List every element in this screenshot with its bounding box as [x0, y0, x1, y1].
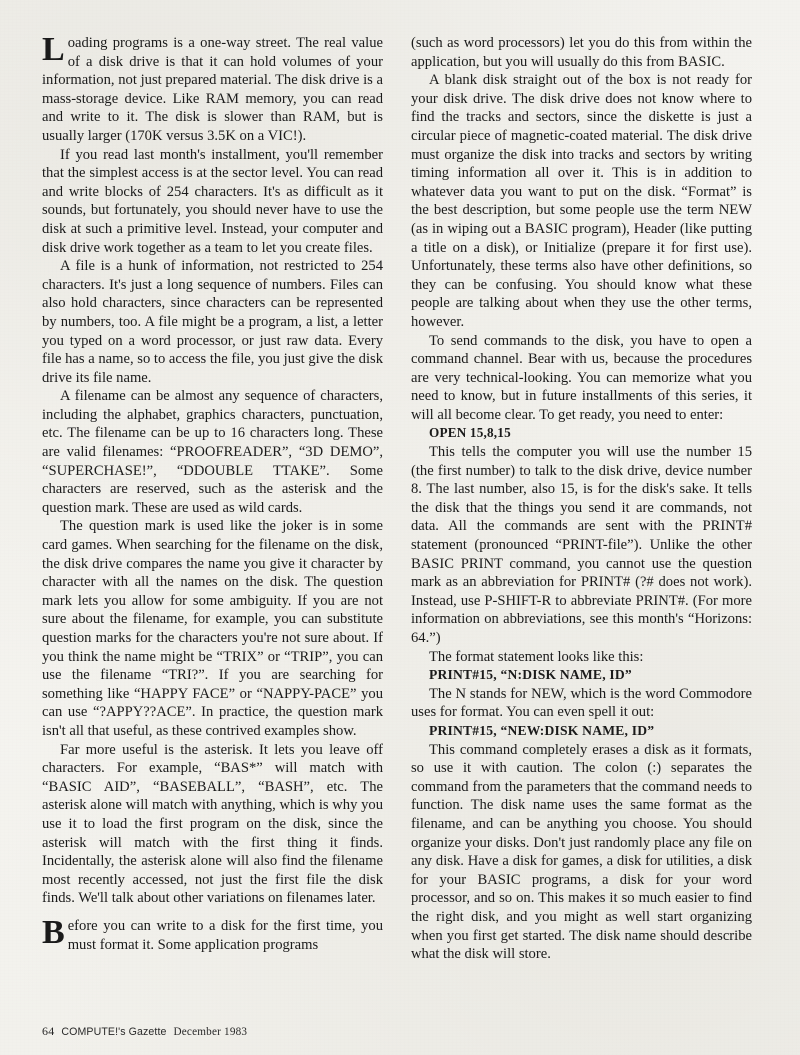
page-footer	[42, 1024, 247, 1039]
code-line-new: PRINT#15, “NEW:DISK NAME, ID”	[429, 722, 655, 738]
drop-cap-b: B	[42, 913, 65, 951]
paragraph: This tells the computer you will use the number 15 (the first number) to talk to the disk drive, device number 8. The last number, also 15, is for the disk's sake. It tells the disk that the things you send it are commands, not data. All the commands are sent with the PRINT# statement (pronounced “PRINT-file”). Unlike the other BASIC PRINT command, you cannot use the question mark as an abbreviation for PRINT# (?# does not work). Instead, use P-SHIFT-R to abbreviate PRINT#. (For more information on abbreviations, see this month's “Horizons: 64.”)	[411, 444, 752, 646]
article-columns	[42, 31, 760, 989]
left-column	[42, 31, 383, 989]
paragraph: Far more useful is the asterisk. It lets you leave off characters. For example, “BAS*” will match with “BASIC AID”, “BASEBALL”, “BASH”, etc. The asterisk alone will match with anything, which is why you use it to load the first program on the disk, since the asterisk will match with the first thing it finds. Incidentally, the asterisk alone will also find the filename most recently accessed, not just the first file the disk finds. We'll talk about other variations on filenames later.	[42, 741, 383, 907]
drop-cap-l: L	[42, 31, 65, 68]
paragraph-text: oading programs is a one-way street. The real value of a disk drive is that it can hold volumes of your information, not just prepared material. The disk drive is a mass-storage device. Like RAM memory, you can read and write to it. The disk is slower than RAM, but is usually larger (170K versus 3.5K on a VIC!).	[42, 35, 383, 144]
masthead-title: COMPUTE!'s Gazette	[61, 1026, 167, 1038]
paragraph: A file is a hunk of information, not restricted to 254 characters. It's just a long sequence of numbers. Files can also hold characters, since characters can be represented by numbers, too. A file might be a program, a list, a letter you typed on a word processor, or just raw data. Every file has a name, so to access the file, you just give the disk drive its file name.	[42, 258, 383, 386]
paragraph: A blank disk straight out of the box is not ready for your disk drive. The disk drive does not know where to find the tracks and sectors, since the diskette is just a circular piece of magnetic-coated material. The disk drive must organize the disk into tracks and sectors by writing timing information all over it. This is in addition to whatever data you want to put on the disk. “Format” is the best description, but some people use the term NEW (as in wiping out a BASIC program), Header (like putting a title on a disk), or Initialize (prepare it for first use). Unfortunately, these terms also have other definitions, so they can be confusing. You should know what these people are talking about when they use the other terms, however.	[411, 72, 752, 330]
paragraph: This command completely erases a disk as it formats, so use it with caution. The colon (:) separates the command from the parameters that the command needs to function. The disk name uses the same format as the filename, and can be anything you choose. You should organize your disks. Don't just randomly place any file on any disk. Have a disk for games, a disk for utilities, a disk for your BASIC programs, a disk for your word processor, and so on. This makes it so much easier to find the right disk, and you might as well start organizing when you first get started. The disk name should describe what the disk will store.	[411, 741, 752, 963]
paragraph-text: efore you can write to a disk for the first time, you must format it. Some application programs	[67, 917, 383, 953]
paragraph-lead	[42, 31, 383, 146]
page-number: 64	[42, 1024, 55, 1038]
paragraph: A filename can be almost any sequence of characters, including the alphabet, graphics characters, punctuation, etc. The filename can be up to 16 characters long. These are valid filenames: “PROOFREADER”, “3D DEMO”, “SUPERCHASE!”, “DDOUBLE TTAKE”. Some characters are reserved, such as the asterisk and the question mark. These are used as wild cards.	[42, 388, 383, 516]
paragraph: If you read last month's installment, you'll remember that the simplest access is at the sector level. You can read and write blocks of 254 characters. It's as difficult as it sounds, but fortunately, you should never have to use the disk at such a primitive level. Instead, your computer and disk drive work together as a team to let you create files.	[42, 146, 383, 256]
code-line-format: PRINT#15, “N:DISK NAME, ID”	[429, 667, 632, 683]
code-line-open: OPEN 15,8,15	[429, 425, 511, 441]
paragraph-lead-2	[42, 913, 383, 954]
paragraph-spacer	[42, 908, 383, 917]
paragraph: The N stands for NEW, which is the word Commodore uses for format. You can even spell it out:	[411, 685, 752, 721]
paragraph: To send commands to the disk, you have to open a command channel. Bear with us, because the procedures are very technical-looking. You can memorize what you need to know, but in future installments of this series, it will all become clear. To get ready, you need to enter:	[411, 332, 752, 423]
paragraph: The question mark is used like the joker is in some card games. When searching for the filename on the disk, the disk drive compares the name you give it character by character with all the names on the disk. The question mark lets you allow for some ambiguity. If you are not sure about the filename, for example, you can substitute question marks for the characters you're not sure about. If you think the name might be “TRIX” or “TRIP”, you can use the filename “TRI?”. If you are searching for something like “HAPPY FACE” or “NAPPY-PACE” you can use “?APPY??ACE”. In practice, the question mark isn't all that useful, as these contrived examples show.	[42, 518, 383, 739]
paragraph: The format statement looks like this:	[429, 648, 644, 665]
issue-date: December 1983	[173, 1026, 248, 1038]
paragraph-continuation: (such as word processors) let you do this from within the application, but you will usually do this from BASIC.	[411, 35, 752, 70]
right-column	[411, 34, 752, 989]
